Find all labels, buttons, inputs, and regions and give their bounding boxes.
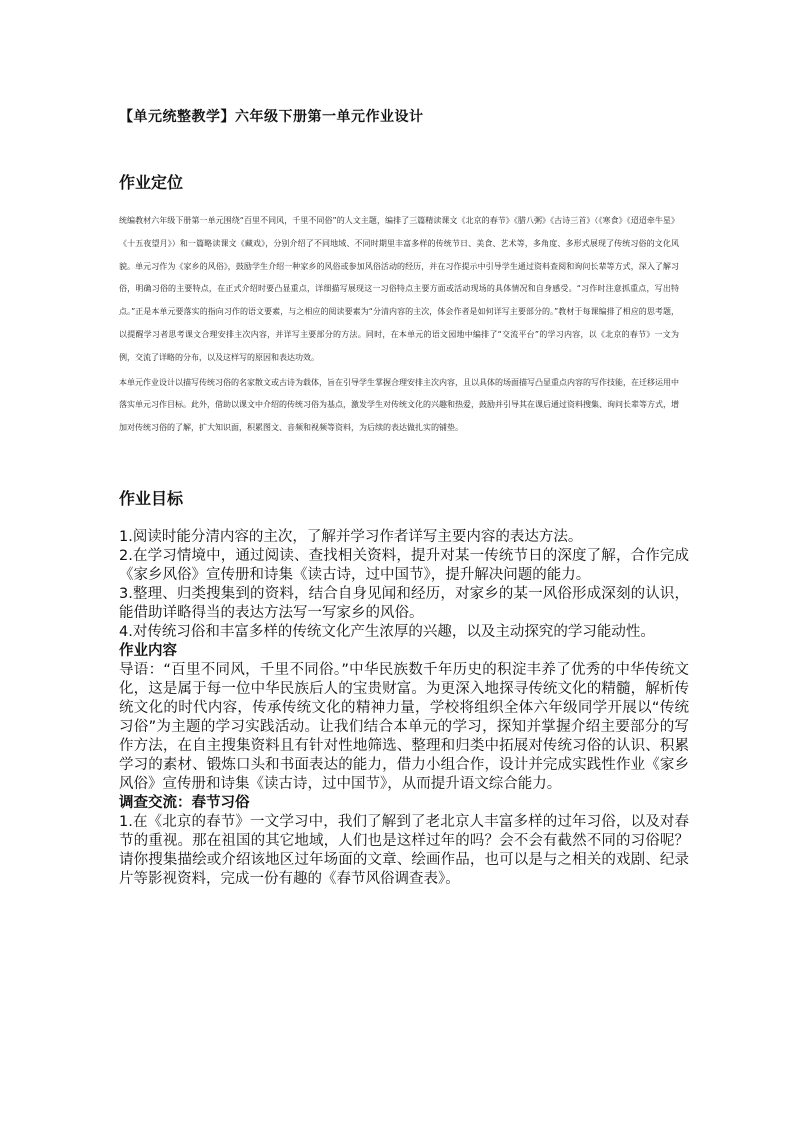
content-intro: 导语：“百里不同风，千里不同俗。”中华民族数千年历史的积淀丰养了优秀的中华传统文化，这是属于每一位中华民族后人的宝贵财富。为更深入地探寻传统文化的精髓，解析传统文化的时代内容，传承传统文化的精神力量，学校将组织全体六年级同学开展以“传统习俗”为主题的学习实践活动。让我们结合本单元的学习，探知并掌握介绍主要部分的写作方法，在自主搜集资料且有针对性地筛选、整理和归类中拓展对传统习俗的认识、积累学习的素材、锻炼口头和书面表达的能力，借力小组合作，设计并完成实践性作业《家乡风俗》宣传册和诗集《读古诗，过中国节》，从而提升语文综合能力。 [119, 662, 689, 792]
section-heading-goals: 作业目标 [119, 489, 184, 508]
goal-item: 3.整理、归类搜集到的资料，结合自身见闻和经历，对家乡的某一风俗形成深刻的认识，能借助详略得当的表达方法写一写家乡的风俗。 [119, 586, 689, 621]
survey-item: 1.在《北京的春节》一文学习中，我们了解到了老北京人丰富多样的过年习俗，以及对春节的重视。那在祖国的其它地域，人们也是这样过年的吗？会不会有截然不同的习俗呢？请你搜集描绘或介绍该地区过年场面的文章、绘画作品，也可以是与之相关的戏剧、纪录片等影视资料，完成一份有趣的《春节风俗调查表》。 [119, 814, 689, 887]
document-title: 【单元统整教学】六年级下册第一单元作业设计 [119, 109, 424, 125]
goals-list [119, 528, 689, 889]
section-heading-content: 作业内容 [119, 643, 177, 659]
goal-item: 1.阅读时能分清内容的主次，了解并学习作者详写主要内容的表达方法。 [119, 529, 583, 545]
goal-item: 2.在学习情境中，通过阅读、查找相关资料，提升对某一传统节日的深度了解，合作完成《家乡风俗》宣传册和诗集《读古诗，过中国节》，提升解决问题的能力。 [119, 548, 689, 583]
positioning-paragraph: 统编教材六年级下册第一单元围绕“百里不同风，千里不同俗”的人文主题，编排了三篇精读课文《北京的春节》《腊八粥》《古诗三首》（《寒食》《迢迢牵牛星》《十五夜望月》）和一篇略读课文《藏戏》，分别介绍了不同地域、不同时期里丰富多样的传统节日、美食、艺术等，多角度、多形式展现了传统习俗的文化风貌。单元习作为《家乡的风俗》，鼓励学生介绍一种家乡的风俗或参加风俗活动的经历，并在习作提示中引导学生通过资料查阅和询问长辈等方式，深入了解习俗，明确习俗的主要特点，在正式介绍时要凸显重点，详细描写展现这一习俗特点主要方面或活动现场的具体情况和自身感受。“习作时注意抓重点，写出特点。”正是本单元要落实的指向习作的语文要素，与之相应的阅读要素为“分清内容的主次，体会作者是如何详写主要部分的。”教材于每课编排了相应的思考题，以提醒学习者思考课文合理安排主次内容，并详写主要部分的方法。同时，在本单元的语文园地中编排了“交流平台”的学习内容，以《北京的春节》一文为例，交流了详略的分布，以及这样写的原因和表达功效。 [119, 216, 679, 362]
section-heading-positioning: 作业定位 [119, 173, 184, 192]
positioning-paragraph: 本单元作业设计以描写传统习俗的名家散文或古诗为载体，旨在引导学生掌握合理安排主次内容，且以具体的场面描写凸显重点内容的写作技能，在迁移运用中落实单元习作目标。此外，借助以课文中介绍的传统习俗为基点，激发学生对传统文化的兴趣和热爱，鼓励并引导其在课后通过资料搜集、询问长辈等方式，增加对传统习俗的了解，扩大知识面，积累图文、音频和视频等资料，为后续的表达做扎实的铺垫。 [119, 377, 679, 433]
survey-heading: 调查交流：春节习俗 [119, 795, 250, 811]
positioning-body [119, 210, 679, 440]
goal-item: 4.对传统习俗和丰富多样的传统文化产生浓厚的兴趣，以及主动探究的学习能动性。 [119, 624, 655, 640]
